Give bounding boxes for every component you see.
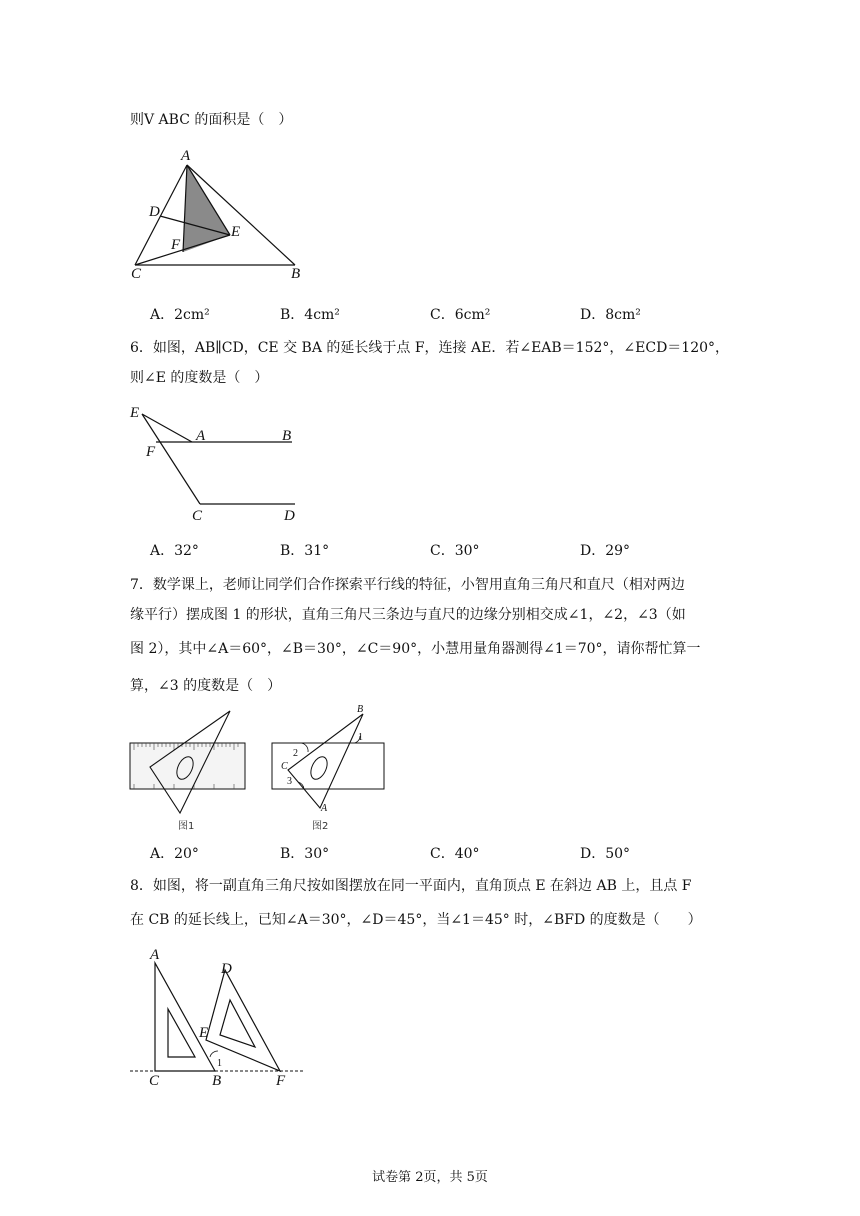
q6-figure <box>130 400 300 525</box>
q5-label-e: E <box>231 224 241 240</box>
q5-question-tail: 则V ABC 的面积是（ ） <box>130 112 293 128</box>
q8-question-line2: 在 CB 的延长线上，已知∠A＝30°，∠D＝45°，当∠1＝45° 时，∠BFD 的度数是（ ） <box>130 912 702 928</box>
q7-option-b: B．30° <box>280 846 330 862</box>
q8-question-line1: 8．如图，将一副直角三角尺按如图摆放在同一平面内，直角顶点 E 在斜边 AB 上，且点 F <box>130 878 692 894</box>
q8-angle-label-1: 1 <box>217 1058 222 1069</box>
q6-option-c: C．30° <box>430 543 480 559</box>
q7-figure1 <box>130 705 250 835</box>
q5-shaded-triangle <box>183 165 230 252</box>
q7-label-c: C <box>281 761 288 772</box>
q5-option-d: D．8cm² <box>580 307 641 323</box>
q8-figure <box>130 945 310 1090</box>
q7-option-a: A．20° <box>150 846 199 862</box>
q7-label-a: A <box>321 803 328 814</box>
q7-option-d: D．50° <box>580 846 631 862</box>
q8-label-d: D <box>221 961 232 977</box>
q7-question-line3: 图 2），其中∠A＝60°，∠B＝30°，∠C＝90°，小慧用量角器测得∠1＝70°，请你帮忙算一 <box>130 641 701 657</box>
q8-label-e: E <box>199 1025 209 1041</box>
q6-option-b: B．31° <box>280 543 330 559</box>
q6-label-a: A <box>196 428 206 444</box>
q7-option-c: C．40° <box>430 846 480 862</box>
q8-label-c: C <box>149 1073 160 1089</box>
q7-angle-label-2: 2 <box>293 748 298 759</box>
q6-label-b: B <box>282 428 292 444</box>
q8-triangle-30-inner <box>168 1009 195 1057</box>
q7-ruler <box>130 743 245 789</box>
q5-option-b: B．4cm² <box>280 307 340 323</box>
q5-label-a: A <box>181 148 191 164</box>
q6-question-line1: 6．如图，AB∥CD，CE 交 BA 的延长线于点 F，连接 AE．若∠EAB＝152°，∠ECD＝120°， <box>130 340 730 356</box>
q6-option-a: A．32° <box>150 543 199 559</box>
q5-figure <box>130 148 310 283</box>
q7-figure2 <box>268 700 388 835</box>
q6-label-f: F <box>146 444 156 460</box>
q5-label-d: D <box>149 204 160 220</box>
q6-label-e: E <box>130 405 140 421</box>
q8-label-f: F <box>276 1073 286 1089</box>
q7-question-line2: 缘平行）摆成图 1 的形状，直角三角尺三条边与直尺的边缘分别相交成∠1，∠2，∠3（如 <box>130 607 686 623</box>
q7-figure2-caption: 图2 <box>312 821 329 832</box>
q5-label-b: B <box>291 266 301 282</box>
q7-question-line1: 7．数学课上，老师让同学们合作探索平行线的特征，小智用直角三角尺和直尺（相对两边 <box>130 577 685 593</box>
q8-label-b: B <box>212 1073 222 1089</box>
q7-figure1-caption: 图1 <box>178 821 195 832</box>
q6-label-c: C <box>192 508 203 524</box>
q6-label-d: D <box>284 508 295 524</box>
q5-label-c: C <box>131 266 142 282</box>
q6-option-d: D．29° <box>580 543 631 559</box>
q5-option-c: C．6cm² <box>430 307 491 323</box>
q8-triangle-45-inner <box>220 1000 255 1047</box>
q7-angle-label-3: 3 <box>287 776 292 787</box>
q7-question-line4: 算，∠3 的度数是（ ） <box>130 678 282 694</box>
q6-question-line2: 则∠E 的度数是（ ） <box>130 370 269 386</box>
q5-label-f: F <box>171 237 181 253</box>
q7-set-square-hole-2 <box>308 754 331 782</box>
q8-label-a: A <box>150 947 160 963</box>
page-footer: 试卷第 2页，共 5页 <box>372 1170 488 1185</box>
q7-set-square-2 <box>288 714 363 808</box>
q7-label-b: B <box>357 704 364 715</box>
q5-option-a: A．2cm² <box>150 307 210 323</box>
q8-triangle-30 <box>155 963 215 1071</box>
q8-triangle-45 <box>206 970 280 1071</box>
q7-angle-label-1: 1 <box>358 732 363 743</box>
